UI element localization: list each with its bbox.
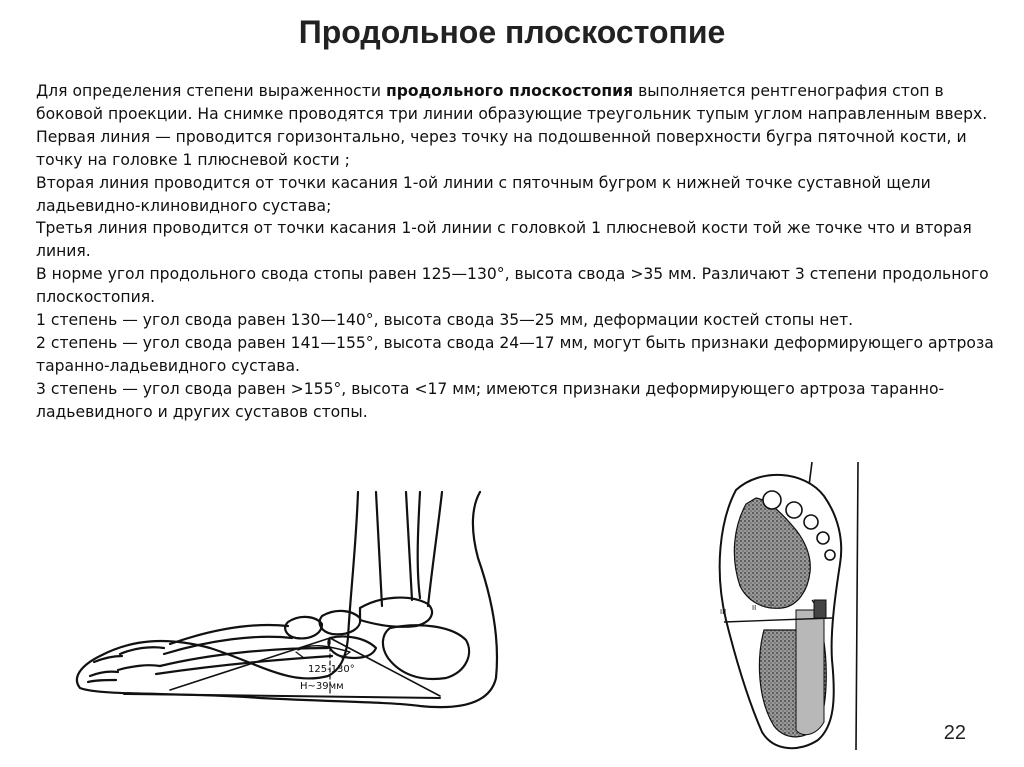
footprint-label-2: II	[752, 604, 757, 612]
footprint-plantogram-illustration	[700, 460, 870, 760]
paragraph-norm: В норме угол продольного свода стопы равен 125—130°, высота свода >35 мм. Различают 3 степени продольного плоскостопия.	[36, 265, 989, 307]
page-number: 22	[943, 722, 966, 744]
angle-label: 125-130°	[308, 664, 355, 675]
footprint-label-3: III	[720, 608, 727, 616]
slide-title: Продольное плоскостопие	[298, 14, 726, 50]
paragraph-degree-3: 3 степень — угол свода равен >155°, высота <17 мм; имеются признаки деформирующего артроза таранно-ладьевидного и других суставов стопы.	[36, 379, 945, 421]
footprint-label-1: I	[770, 600, 773, 608]
paragraph-intro	[36, 80, 996, 126]
height-label: H~39мм	[300, 681, 344, 692]
paragraph-degree-1: 1 степень — угол свода равен 130—140°, высота свода 35—25 мм, деформации костей стопы нет.	[36, 311, 854, 330]
intro-text-end: выполняется рентгенография стоп в боковой проекции. На снимке проводятся три линии образующие треугольник тупым углом направленным вверх.	[36, 82, 988, 123]
intro-bold-term: продольного плоскостопия	[385, 82, 634, 100]
body-text	[36, 80, 996, 424]
paragraph-second-line: Вторая линия проводится от точки касания 1-ой линии с пяточным бугром к нижней точке суставной щели ладьевидно-клиновидного сустава;	[36, 173, 931, 215]
paragraph-degree-2: 2 степень — угол свода равен 141—155°, высота свода 24—17 мм, могут быть признаки деформирующего артроза таранно-ладьевидного сустава.	[36, 333, 994, 375]
foot-lateral-xray-illustration	[60, 488, 620, 758]
intro-text-start: Для определения степени выраженности	[36, 82, 386, 100]
paragraph-first-line: Первая линия — проводится горизонтально, через точку на подошвенной поверхности бугра пяточной кости, и точку на головке 1 плюсневой кости ;	[36, 127, 967, 169]
paragraph-third-line: Третья линия проводится от точки касания 1-ой линии с головкой 1 плюсневой кости той же точке что и вторая линия.	[36, 219, 972, 261]
